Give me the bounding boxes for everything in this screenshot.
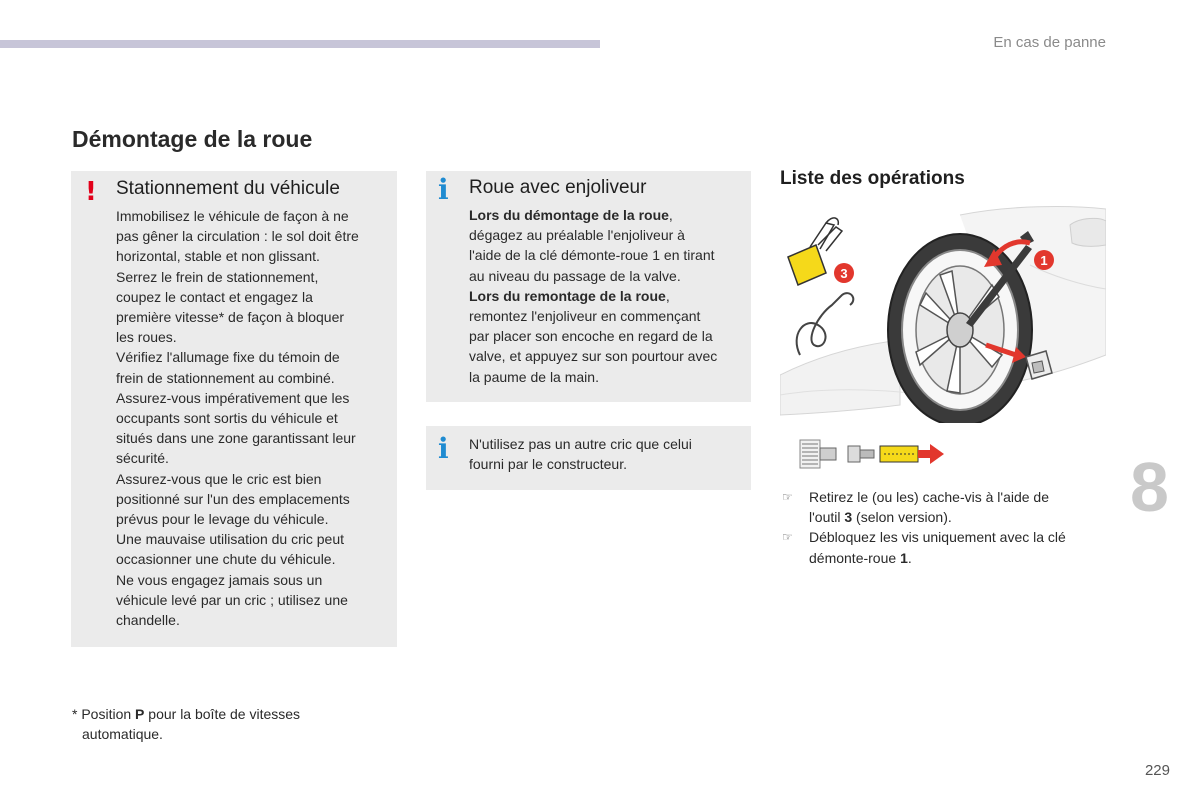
hand-pointer-icon: ☞ xyxy=(782,530,793,545)
warning-line: Immobilisez le véhicule de façon à ne xyxy=(116,208,349,224)
operation-item: ☞ Débloquez les vis uniquement avec la clé démonte-roue 1. xyxy=(782,529,1066,566)
page-number: 229 xyxy=(1144,762,1170,779)
jack-note-line: fourni par le constructeur. xyxy=(469,456,627,473)
removal-line: au niveau du passage de la valve. xyxy=(469,267,681,284)
removal-line: dégagez au préalable l'enjoliveur à xyxy=(469,227,685,244)
info-icon: i xyxy=(438,432,449,465)
refit-line: valve, et appuyez sur son pourtour avec xyxy=(469,348,718,365)
warning-panel-body xyxy=(116,206,391,630)
warning-line: Ne vous engagez jamais sous un xyxy=(116,571,323,588)
refit-line: la paume de la main. xyxy=(469,368,599,385)
section-name: En cas de panne xyxy=(993,34,1106,51)
bolt-cap-illustration xyxy=(796,434,946,474)
hand-pointer-icon: ☞ xyxy=(782,490,793,504)
warning-line: sécurité. xyxy=(116,450,169,467)
footnote: * Position P pour la boîte de vitesses automatique. xyxy=(72,706,301,743)
warning-line: chandelle. xyxy=(116,612,180,629)
warning-line: prévus pour le levage du véhicule. xyxy=(116,511,329,528)
hubcap-info-panel xyxy=(426,171,751,402)
removal-line: l'aide de la clé démonte-roue 1 en tirant xyxy=(469,247,715,264)
hubcap-panel-heading: Roue avec enjoliveur xyxy=(469,177,647,198)
exclamation-icon: ! xyxy=(85,177,97,207)
chapter-number: 8 xyxy=(1130,448,1169,526)
refit-line: par placer son encoche en regard de la xyxy=(469,328,713,345)
warning-line: occupants sont sortis du véhicule et xyxy=(116,410,338,427)
warning-line: première vitesse* de façon à bloquer xyxy=(116,309,345,326)
warning-panel xyxy=(71,171,397,647)
warning-line: situés dans une zone garantissant leur xyxy=(116,430,356,447)
warning-line: Une mauvaise utilisation du cric peut xyxy=(116,531,345,548)
hubcap-panel-body: Lors du démontage de la roue, dégagez au préalable l'enjoliveur à l'aide de la clé démonte-roue 1 en tirant au niveau du passage de la valve. Lors du remontage de la roue, remontez l'enjoliveur en commençant par placer son encoche en regard de la valve, et appuyez sur son pourtour avec la paume de la main. xyxy=(469,205,749,387)
wheel-removal-illustration xyxy=(780,205,1106,423)
warning-line: Assurez-vous impérativement que les xyxy=(116,389,350,406)
warning-line: véhicule levé par un cric ; utilisez une xyxy=(116,591,348,608)
jack-note-line: N'utilisez pas un autre cric que celui xyxy=(469,436,692,452)
warning-panel-heading: Stationnement du véhicule xyxy=(116,178,340,199)
warning-line: occasionner une chute du véhicule. xyxy=(116,551,336,568)
operation-item: ☞ Retirez le (ou les) cache-vis à l'aide de l'outil 3 (selon version). xyxy=(782,489,1050,526)
callout-3: 3 xyxy=(840,266,848,281)
removal-label: Lors du démontage de la roue xyxy=(469,207,669,223)
warning-line: Assurez-vous que le cric est bien xyxy=(116,470,322,487)
warning-line: Vérifiez l'allumage fixe du témoin de xyxy=(116,349,340,366)
refit-label: Lors du remontage de la roue xyxy=(469,287,666,304)
warning-line: les roues. xyxy=(116,329,177,346)
callout-1: 1 xyxy=(1040,253,1048,268)
warning-line: Serrez le frein de stationnement, xyxy=(116,268,319,285)
operations-list xyxy=(780,487,1100,568)
warning-line: frein de stationnement au combiné. xyxy=(116,369,335,386)
operations-heading: Liste des opérations xyxy=(780,168,965,189)
warning-line: coupez le contact et engagez la xyxy=(116,288,313,305)
info-icon: i xyxy=(438,173,449,206)
refit-line: remontez l'enjoliveur en commençant xyxy=(469,308,701,325)
page-title: Démontage de la roue xyxy=(72,126,313,152)
jack-panel-body xyxy=(469,434,749,474)
warning-line: horizontal, stable et non glissant. xyxy=(116,248,320,265)
warning-line: positionné sur l'un des emplacements xyxy=(116,490,350,507)
jack-info-panel xyxy=(426,426,751,490)
header-bar xyxy=(0,40,600,48)
warning-line: pas gêner la circulation : le sol doit être xyxy=(116,228,359,245)
